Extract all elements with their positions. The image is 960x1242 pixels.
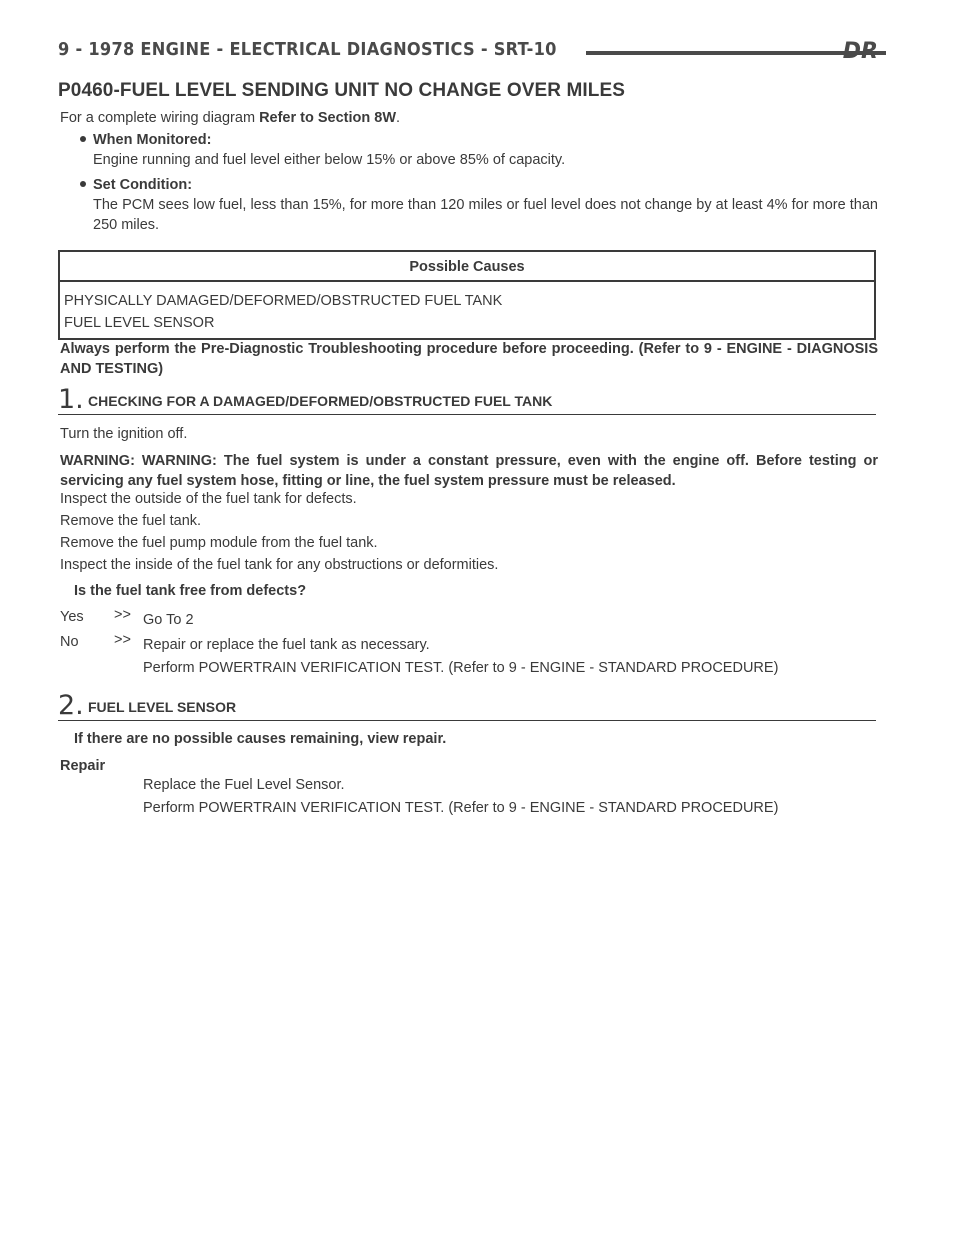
table-cell: FUEL LEVEL SENSOR — [64, 315, 215, 331]
running-header — [58, 38, 878, 68]
yes-label: Yes — [60, 609, 84, 625]
pre-diagnostic-note: Always perform the Pre-Diagnostic Troubleshooting procedure before proceeding. (Refer to 9 - ENGINE - DIAGNOSIS AND TESTING) — [60, 341, 878, 377]
bullet-label: When Monitored: — [93, 132, 212, 148]
warning-text: WARNING: WARNING: The fuel system is under a constant pressure, even with the engine off. Before testing or servicing any fuel system hose, fitting or line, the fuel system pressure must be released. — [60, 453, 878, 489]
table-row — [59, 281, 875, 312]
step-2-heading — [58, 686, 876, 721]
no-label: No — [60, 634, 79, 650]
running-title: 9 - 1978 ENGINE - ELECTRICAL DIAGNOSTICS - SRT-10 — [58, 39, 557, 60]
step-question: Is the fuel tank free from defects? — [74, 583, 307, 599]
header-rule — [586, 51, 886, 55]
repair-action: Perform POWERTRAIN VERIFICATION TEST. (Refer to 9 - ENGINE - STANDARD PROCEDURE) — [143, 800, 779, 816]
step-text: Remove the fuel tank. — [60, 513, 202, 529]
list-item — [60, 130, 878, 170]
bullet-icon — [80, 181, 86, 187]
step-title: FUEL LEVEL SENSOR — [88, 698, 237, 715]
step-text: Turn the ignition off. — [60, 426, 188, 442]
step-1-heading — [58, 380, 876, 415]
step-text: Remove the fuel pump module from the fuel tank. — [60, 535, 378, 551]
bullet-text: Engine running and fuel level either below 15% or above 85% of capacity. — [93, 152, 566, 168]
no-action: Repair or replace the fuel tank as necessary. — [143, 637, 430, 653]
table-cell: PHYSICALLY DAMAGED/DEFORMED/OBSTRUCTED FUEL TANK — [64, 293, 503, 309]
no-action: Perform POWERTRAIN VERIFICATION TEST. (Refer to 9 - ENGINE - STANDARD PROCEDURE) — [143, 660, 779, 676]
repair-action: Replace the Fuel Level Sensor. — [143, 777, 345, 793]
yes-action: Go To 2 — [143, 612, 194, 628]
step-text: Inspect the inside of the fuel tank for any obstructions or deformities. — [60, 557, 499, 573]
table-row — [59, 312, 875, 339]
step-question: If there are no possible causes remaining, view repair. — [74, 731, 447, 747]
intro-text: For a complete wiring diagram — [60, 110, 256, 126]
intro-end: . — [396, 110, 401, 126]
page-title: P0460-FUEL LEVEL SENDING UNIT NO CHANGE OVER MILES — [58, 80, 626, 101]
bullet-text: The PCM sees low fuel, less than 15%, for more than 120 miles or fuel level does not change by at least 4% for more than 250 miles. — [93, 197, 878, 233]
arrow-icon: >> — [114, 632, 131, 648]
arrow-icon: >> — [114, 607, 131, 623]
list-item — [60, 175, 878, 235]
step-title: CHECKING FOR A DAMAGED/DEFORMED/OBSTRUCTED FUEL TANK — [88, 392, 553, 409]
dr-logo: DR — [842, 39, 878, 64]
repair-label: Repair — [60, 758, 106, 774]
step-number: 1. — [58, 384, 84, 415]
intro-line — [60, 108, 878, 128]
condition-list — [60, 130, 878, 240]
step-number: 2. — [58, 690, 84, 721]
wiring-reference: Refer to Section 8W — [259, 110, 397, 126]
table-header: Possible Causes — [59, 251, 875, 281]
step-text: Inspect the outside of the fuel tank for defects. — [60, 491, 357, 507]
bullet-icon — [80, 136, 86, 142]
bullet-label: Set Condition: — [93, 177, 193, 193]
possible-causes-table — [58, 250, 876, 340]
